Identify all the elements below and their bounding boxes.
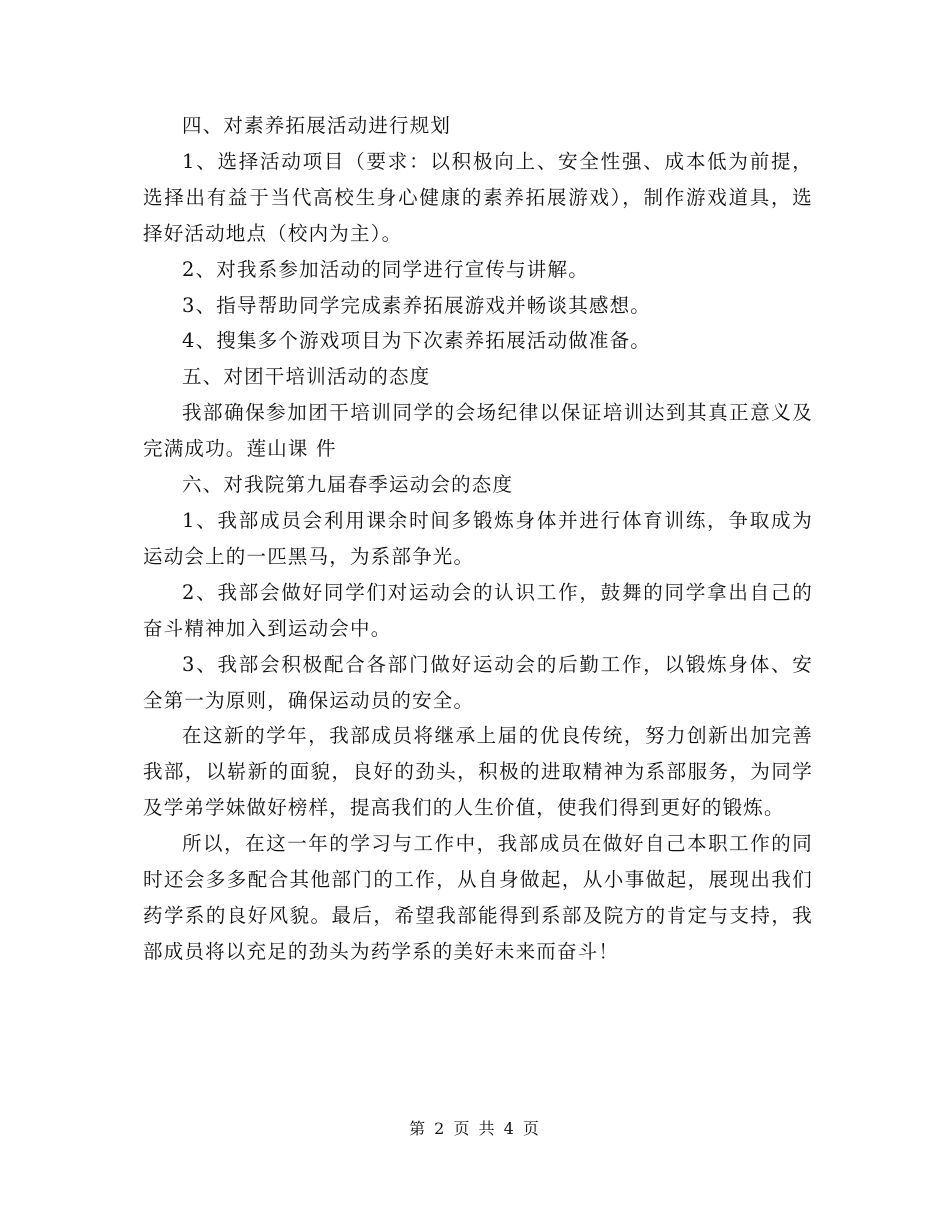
page-number-footer: 第 2 页 共 4 页 [409,1119,541,1138]
paragraph-6-3: 3、我部会积极配合各部门做好运动会的后勤工作，以锻炼身体、安全第一为原则，确保运动员的安全。 [143,652,813,712]
paragraph-5-1: 我部确保参加团干培训同学的会场纪律以保证培训达到其真正意义及完满成功。莲山课 件 [143,401,813,461]
section-heading-4: 四、对素养拓展活动进行规划 [182,114,452,137]
paragraph-4-2: 2、对我系参加活动的同学进行宣传与讲解。 [182,257,589,281]
document-body [143,108,813,970]
paragraph-4-4: 4、搜集多个游戏项目为下次素养拓展活动做准备。 [182,329,652,353]
paragraph-summary: 在这新的学年，我部成员将继承上届的优良传统，努力创新出加完善我部，以崭新的面貌，良好的劲头，积极的进取精神为系部服务，为同学及学弟学妹做好榜样，提高我们的人生价值，使我们得到更好的锻炼。 [143,724,813,820]
paragraph-4-1: 1、选择活动项目（要求：以积极向上、安全性强、成本低为前提，选择出有益于当代高校生身心健康的素养拓展游戏），制作游戏道具，选择好活动地点（校内为主）。 [143,149,813,245]
section-heading-5: 五、对团干培训活动的态度 [182,365,431,389]
paragraph-6-2: 2、我部会做好同学们对运动会的认识工作，鼓舞的同学拿出自己的奋斗精神加入到运动会中。 [143,580,813,640]
section-heading-6: 六、对我院第九届春季运动会的态度 [182,473,514,497]
paragraph-6-1: 1、我部成员会利用课余时间多锻炼身体并进行体育训练，争取成为运动会上的一匹黑马，为系部争光。 [143,508,813,568]
paragraph-conclusion: 所以，在这一年的学习与工作中，我部成员在做好自己本职工作的同时还会多多配合其他部门的工作，从自身做起，从小事做起，展现出我们药学系的良好风貌。最后，希望我部能得到系部及院方的肯定与支持，我部成员将以充足的劲头为药学系的美好未来而奋斗！ [143,832,813,963]
paragraph-4-3: 3、指导帮助同学完成素养拓展游戏并畅谈其感想。 [182,293,652,317]
